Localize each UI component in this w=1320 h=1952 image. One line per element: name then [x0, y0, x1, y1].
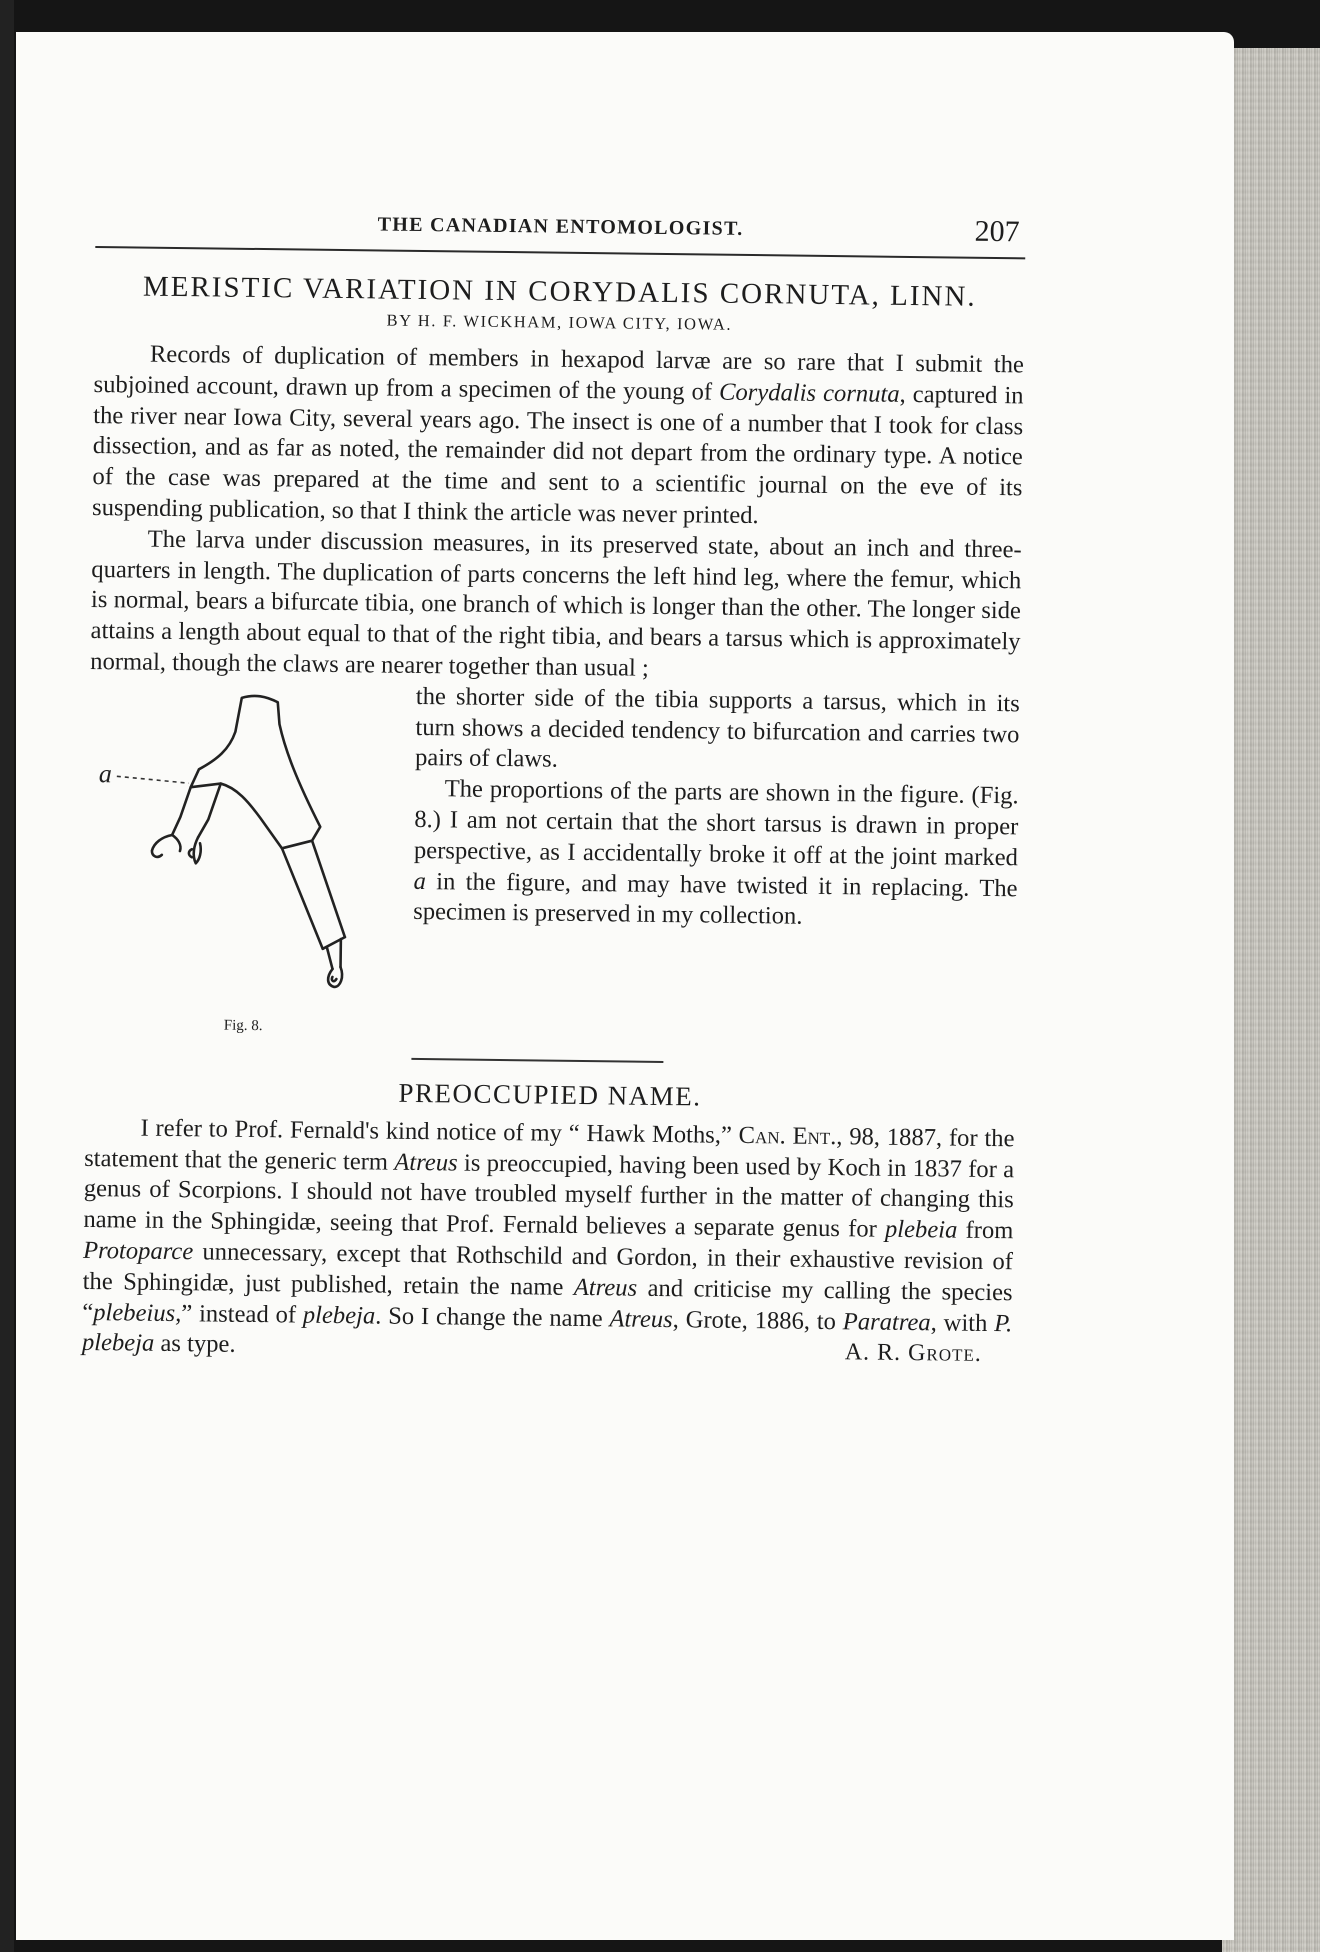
- note-segment: plebeia: [884, 1215, 958, 1244]
- larva-leg-drawing: [86, 678, 416, 1036]
- note-segment: , 98, 1887, for the statement that the generic term: [84, 1122, 1015, 1176]
- note-segment: as type.: [154, 1330, 236, 1359]
- paragraph-1: [92, 339, 1024, 535]
- note-segment: , Grote, 1886, to: [672, 1305, 843, 1335]
- note-title: PREOCCUPIED NAME.: [398, 1077, 702, 1112]
- figure-caption: Fig. 8.: [223, 1017, 263, 1034]
- note-segment: Can. Ent.: [738, 1121, 837, 1150]
- note-segment: is preoccupied, having been used by Koch in 1837 for a genus of Scorpions. I should not have troubled myself further in the matter of changing this name in the Sphingidæ, seeing that Prof. Fernald believes a separate genus for: [83, 1149, 1015, 1243]
- figure-label-a: a: [98, 758, 113, 789]
- paragraph-3: [413, 774, 1019, 935]
- journal-title: THE CANADIAN ENTOMOLOGIST.: [377, 213, 744, 240]
- note-segment: and criticise my calling the species “: [82, 1274, 1013, 1326]
- note-segment: ” instead of: [181, 1299, 304, 1329]
- species-name: Corydalis cornuta: [718, 378, 900, 408]
- note-segment: Atreus: [573, 1273, 638, 1302]
- figure-side-text: [412, 682, 1020, 1043]
- p1-text-a: Records of duplication of members in hexapod larvæ are so rare that I submit the subjoined account, drawn up from a specimen of the young of: [93, 340, 1025, 406]
- paragraph-2: The larva under discussion measures, in its preserved state, about an inch and three-quarters in length. The duplication of parts concerns the left hind leg, where the femur, which is normal, bears a bifurcate tibia, one branch of which is longer than the other. The longer side attains a length about equal to that of the right tibia, and bears a tarsus which is approximately normal, though the claws are nearer together than usual ;: [90, 525, 1022, 682]
- p1-text-b: , captured in the river near Iowa City, several years ago. The insect is one of a number that I took for class dissection, and as far as noted, the remainder did not depart from the ordinary type. A notice of the case was prepared at the time and sent to a scientific journal on the eve of its suspending publication, so that I think the article was never printed.: [91, 380, 1024, 530]
- figure-8: [86, 678, 416, 1036]
- paragraph-2-continued: the shorter side of the tibia supports a tarsus, which in its turn shows a decided tendency to bifurcation and carries two pairs of claws.: [414, 682, 1020, 774]
- note-segment: P. plebeja: [81, 1309, 1013, 1358]
- p3-text-b: in the figure, and may have twisted it in replacing. The specimen is preserved in my collection.: [413, 867, 1018, 931]
- note-segment: Paratrea: [842, 1307, 931, 1336]
- page-number: 207: [974, 214, 1020, 249]
- note-signature: A. R. Grote.: [844, 1339, 983, 1368]
- article-title: MERISTIC VARIATION IN CORYDALIS CORNUTA, LINN.: [142, 270, 977, 313]
- section-divider: [411, 1058, 663, 1063]
- note-segment: unnecessary, except that Rothschild and Gordon, in their exhaustive revision of the Sphingidæ, just published, retain the name: [82, 1238, 1014, 1301]
- note-segment: I refer to Prof. Fernald's kind notice of my “ Hawk Moths,”: [140, 1114, 739, 1149]
- article-byline: BY H. F. WICKHAM, IOWA CITY, IOWA.: [386, 310, 733, 334]
- note-segment: . So I change the name: [375, 1302, 610, 1332]
- book-page-edges: [1222, 48, 1320, 1952]
- note-segment: plebeja: [302, 1301, 376, 1330]
- page-content: [82, 190, 1026, 1370]
- scan-left-border: [0, 0, 14, 1952]
- p3-text-a: The proportions of the parts are shown in the figure. (Fig. 8.) I am not certain that the short tarsus is drawn in proper perspective, as I accidentally broke it off at the joint marked: [413, 775, 1019, 872]
- note-segment: plebeius,: [93, 1298, 182, 1327]
- running-head: [95, 190, 1026, 257]
- note-paragraph: [82, 1113, 1015, 1371]
- figure-row: [86, 678, 1020, 1043]
- note-segment: from: [957, 1216, 1014, 1245]
- note-segment: , with: [930, 1308, 995, 1337]
- note-segment: Atreus: [609, 1304, 673, 1333]
- note-segment: Protoparce: [82, 1236, 194, 1266]
- joint-label: a: [413, 867, 427, 895]
- note-segment: Atreus: [394, 1148, 458, 1177]
